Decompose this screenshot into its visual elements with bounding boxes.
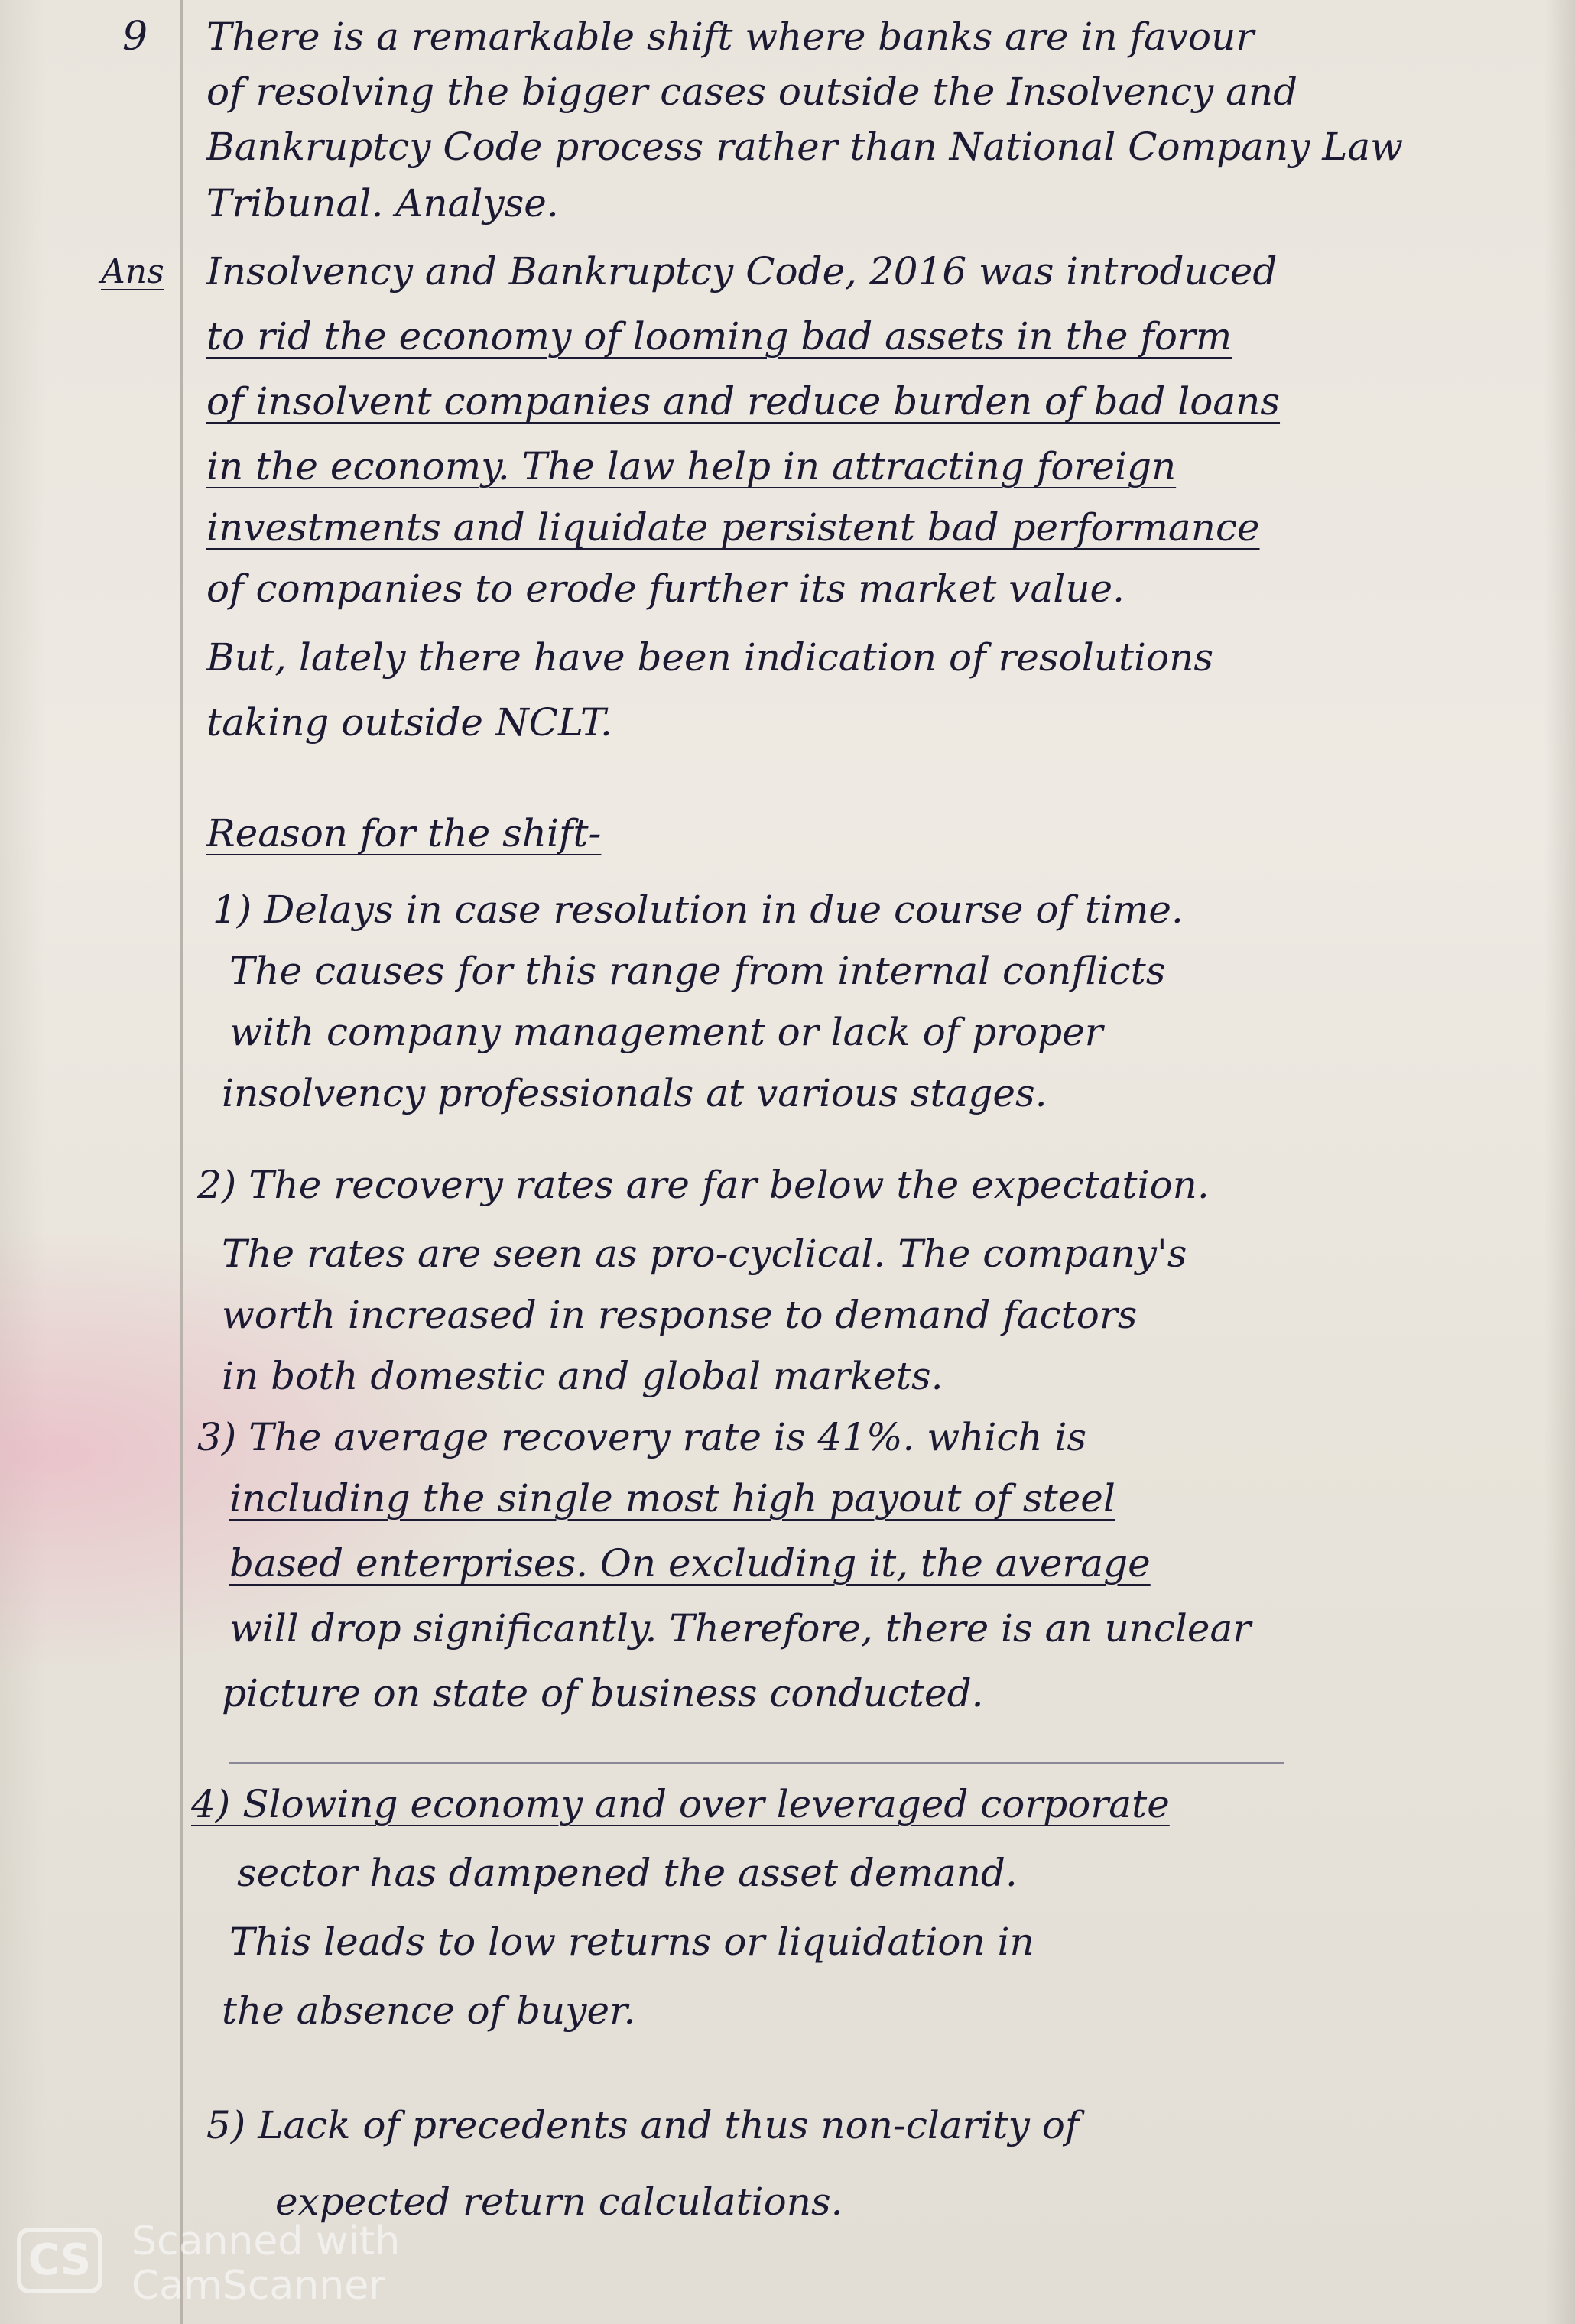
reasons-heading: Reason for the shift-	[206, 811, 602, 855]
point-4-line-4: the absence of buyer.	[222, 1988, 636, 2033]
point-3-line-5: picture on state of business conducted.	[222, 1671, 984, 1715]
camscanner-watermark	[17, 2217, 445, 2309]
question-line-1: There is a remarkable shift where banks are in favour	[206, 15, 1255, 59]
point-1-line-4: insolvency professionals at various stages.	[222, 1071, 1047, 1115]
margin-line	[180, 0, 183, 2324]
page-edge-shadow	[1544, 0, 1575, 2324]
point-5-line-1: 5) Lack of precedents and thus non-clarity of	[206, 2103, 1080, 2147]
point-4-line-2: sector has dampened the asset demand.	[237, 1851, 1018, 1895]
point-3-line-4: will drop significantly. Therefore, there is an unclear	[229, 1606, 1252, 1650]
answer-label: Ans	[101, 252, 164, 291]
question-line-3: Bankruptcy Code process rather than National Company Law	[206, 125, 1404, 169]
separator-rule	[229, 1762, 1284, 1764]
answer-intro-line-1: Insolvency and Bankruptcy Code, 2016 was introduced	[206, 249, 1278, 294]
answer-intro-line-4: in the economy. The law help in attracting foreign	[206, 444, 1177, 488]
point-1-line-2: The causes for this range from internal conflicts	[229, 949, 1166, 993]
point-3-line-3: based enterprises. On excluding it, the average	[229, 1541, 1151, 1586]
answer-intro-line-3: of insolvent companies and reduce burden of bad loans	[206, 379, 1281, 424]
point-1-line-1: 1) Delays in case resolution in due course of time.	[213, 888, 1184, 932]
answer-intro-line-7: But, lately there have been indication of resolutions	[206, 635, 1214, 680]
question-number: 9	[122, 14, 148, 60]
point-2-line-3: worth increased in response to demand factors	[222, 1293, 1138, 1337]
watermark-text-line-1: Scanned with	[132, 2219, 401, 2264]
point-2-line-2: The rates are seen as pro-cyclical. The company's	[222, 1232, 1187, 1276]
point-5-line-2: expected return calculations.	[275, 2180, 843, 2224]
point-4-line-1: 4) Slowing economy and over leveraged corporate	[191, 1782, 1170, 1826]
point-4-line-3: This leads to low returns or liquidation in	[229, 1920, 1034, 1964]
question-line-2: of resolving the bigger cases outside the Insolvency and	[206, 70, 1298, 114]
point-3-line-1: 3) The average recovery rate is 41%. which is	[197, 1415, 1087, 1459]
point-2-line-4: in both domestic and global markets.	[222, 1354, 943, 1398]
watermark-text-line-2: CamScanner	[132, 2263, 385, 2309]
answer-intro-line-5: investments and liquidate persistent bad performance	[206, 505, 1260, 550]
point-3-line-2: including the single most high payout of steel	[229, 1476, 1115, 1521]
answer-intro-line-8: taking outside NCLT.	[206, 700, 612, 745]
point-2-line-1: 2) The recovery rates are far below the expectation.	[197, 1163, 1210, 1207]
question-line-4: Tribunal. Analyse.	[206, 181, 559, 226]
point-1-line-3: with company management or lack of proper	[229, 1010, 1103, 1054]
answer-intro-line-2: to rid the economy of looming bad assets in the form	[206, 314, 1232, 359]
answer-intro-line-6: of companies to erode further its market value.	[206, 566, 1125, 611]
camscanner-logo-icon: CS	[17, 2228, 102, 2293]
